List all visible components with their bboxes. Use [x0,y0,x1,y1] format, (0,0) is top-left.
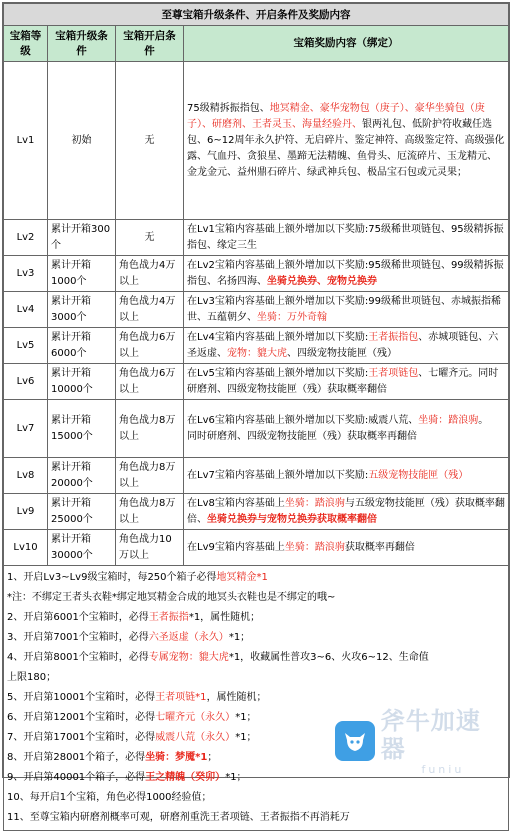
text-segment: *1，收藏属性普攻3~6、火攻6~12、生命值 [228,652,429,663]
table-row [4,494,509,530]
text-segment: 7、开启第17001个宝箱时，必得 [7,732,156,743]
table-header-row [4,26,509,62]
text-segment: 5、开启第10001个宝箱时，必得 [7,692,156,703]
table-row [4,364,509,400]
text-segment: ，属性随机； [206,692,267,703]
note-line [7,628,505,648]
cell-upgrade: 累计开箱20000个 [48,458,116,494]
text-segment: 在Lv8宝箱内容基础上 [187,497,285,509]
cell-level: Lv1 [4,62,48,220]
cell-level: Lv4 [4,292,48,328]
cell-upgrade: 累计开箱15000个 [48,400,116,458]
text-segment: 在Lv6宝箱内容基础上额外增加以下奖励:威震八荒、 [187,414,419,426]
cell-upgrade: 累计开箱1000个 [48,256,116,292]
table-title-row [4,4,509,26]
text-segment: 在Lv7宝箱内容基础上额外增加以下奖励: [187,469,369,481]
text-segment: *注：不绑定王者头衣鞋*绑定地冥精金合成的地冥头衣鞋也是不绑定的哦~ [7,592,336,603]
text-segment: 4、开启第8001个宝箱时，必得 [7,652,149,663]
text-segment: 宠物：貔大虎 [227,347,287,359]
text-segment: 同时研磨剂、四级宠物技能匣（残）获取概率再翻倍 [187,430,417,442]
text-segment: 75级精拆振指包、 [187,102,270,114]
cell-level: Lv7 [4,400,48,458]
text-segment: 9、开启第40001个箱子，必得 [7,772,146,783]
cell-open: 角色战力4万以上 [116,292,184,328]
reward-sheet [2,2,510,823]
cell-open: 无 [116,220,184,256]
header-level: 宝箱等级 [4,26,48,62]
text-segment: *1； [235,732,257,743]
table-row [4,292,509,328]
cell-open: 角色战力10万以上 [116,530,184,566]
note-line [7,568,505,588]
text-segment: 1、开启Lv3~Lv9级宝箱时，每250个箱子必得 [7,572,217,583]
text-segment: 2、开启第6001个宝箱时，必得 [7,612,149,623]
cell-upgrade: 累计开箱300个 [48,220,116,256]
text-segment: 地冥精金*1 [216,572,268,583]
text-segment: 11、至尊宝箱内研磨剂概率可观，研磨剂重洗王者项链、王者振指不再消耗万 [7,812,350,823]
note-line [7,648,505,668]
text-segment: 在Lv9宝箱内容基础上 [187,541,285,553]
cell-open: 角色战力8万以上 [116,400,184,458]
cell-reward [184,62,509,220]
text-segment: 在Lv5宝箱内容基础上额外增加以下奖励: [187,367,369,379]
cell-level: Lv2 [4,220,48,256]
text-segment: 。 [478,414,489,426]
notes-row [4,566,509,831]
cell-open: 角色战力4万以上 [116,256,184,292]
cell-upgrade: 累计开箱3000个 [48,292,116,328]
text-segment: *1，属性随机； [188,612,261,623]
cell-level: Lv6 [4,364,48,400]
cell-level: Lv3 [4,256,48,292]
cell-reward [184,364,509,400]
text-segment: 坐骑兑换券、宠物兑换券 [267,275,377,287]
text-segment: 在Lv4宝箱内容基础上额外增加以下奖励: [187,331,369,343]
table-row [4,328,509,364]
text-segment: 银两礼包、低阶护符收藏任选包、6~12周年永久护符、无启碎片、鉴定神符、高级鉴定符、高级强化露、气血丹、贪狼星、墨蹄无法精魄、鱼骨头、厄流碎片、玉龙精元、金龙金元、益州鼎石碎片、绿武神兵包、极品宝石包或元灵果； [187,118,505,178]
text-segment: 坐骑：梦魇*1 [145,752,208,763]
text-segment: 五级宠物技能匣（残） [368,469,469,481]
cell-upgrade: 累计开箱6000个 [48,328,116,364]
header-open: 宝箱开启条件 [116,26,184,62]
cell-level: Lv9 [4,494,48,530]
text-segment: 与五级宠物技能匣（残）获取概率翻倍、 [187,497,505,525]
cell-open: 角色战力6万以上 [116,364,184,400]
note-line [7,808,505,828]
text-segment: 专属宠物：貔大虎 [148,652,229,663]
table-row [4,62,509,220]
table-row [4,256,509,292]
table-title: 至尊宝箱升级条件、开启条件及奖励内容 [4,4,509,26]
note-line [7,588,505,608]
cell-upgrade: 累计开箱30000个 [48,530,116,566]
text-segment: 坐骑兑换券与宠物兑换券获取概率翻倍 [207,513,377,525]
note-line [7,608,505,628]
text-segment: 10、每开启1个宝箱，角色必得1000经验值； [7,792,212,803]
watermark-domain: funiu [421,762,465,776]
text-segment: *1； [228,632,251,643]
table-row [4,220,509,256]
text-segment: 坐骑：踏浪驹 [418,414,479,426]
text-segment: 8、开启第28001个箱子，必得 [7,752,146,763]
text-segment: 王者振指 [148,612,189,623]
cell-reward [184,292,509,328]
text-segment: 王之精魄（癸卯） [145,772,226,783]
cell-reward [184,400,509,458]
table-row [4,458,509,494]
watermark [335,706,505,776]
cell-level: Lv10 [4,530,48,566]
text-segment: 六圣返虚（永久） [148,632,229,643]
text-segment: 、七曜齐元。同时研磨剂、四级宠物技能匣（残）获取概率翻倍 [187,367,499,395]
table-row [4,400,509,458]
cell-reward [184,458,509,494]
text-segment: 3、开启第7001个宝箱时，必得 [7,632,149,643]
note-line [7,668,505,688]
cell-reward [184,328,509,364]
text-segment: 王者项链包 [368,367,419,379]
cow-head-logo-icon [335,721,375,761]
text-segment: 王者振指包 [368,331,419,343]
cell-reward [184,256,509,292]
text-segment: 坐骑：踏浪驹 [284,541,345,553]
cell-reward [184,494,509,530]
cell-level: Lv5 [4,328,48,364]
text-segment: 6、开启第12001个宝箱时，必得 [7,712,156,723]
text-segment: ； [207,752,218,763]
cell-open: 无 [116,62,184,220]
cell-level: Lv8 [4,458,48,494]
text-segment: 在Lv2宝箱内容基础上额外增加以下奖励:95级稀世项链包、99级精拆振指包、名扬四海、 [187,259,504,287]
text-segment: 获取概率再翻倍 [344,541,415,553]
cell-upgrade: 累计开箱10000个 [48,364,116,400]
cell-reward [184,220,509,256]
table-row [4,530,509,566]
text-segment: 地冥精金、豪华宠物包（庚子）、豪华坐骑包（庚子）、研磨剂、王者灵玉、海量经验丹、 [187,102,485,130]
text-segment: 坐骑：踏浪驹 [284,497,345,509]
text-segment: 、四级宠物技能匣（残） [287,347,397,359]
watermark-name: 斧牛加速器 [380,706,481,763]
text-segment: 在Lv1宝箱内容基础上额外增加以下奖励:75级稀世项链包、95级精拆振指包、缘定三生 [187,223,504,251]
text-segment: *1； [235,712,257,723]
notes-cell [4,566,509,831]
text-segment: 上限180； [7,672,57,683]
cell-upgrade: 累计开箱25000个 [48,494,116,530]
cell-upgrade: 初始 [48,62,116,220]
text-segment: 、赤城项链包、六圣返虚、 [187,331,499,359]
text-segment: 威震八荒（永久） [155,732,236,743]
cell-open: 角色战力8万以上 [116,494,184,530]
text-segment: 王者项链*1 [155,692,207,703]
header-upgrade: 宝箱升级条件 [48,26,116,62]
header-reward: 宝箱奖励内容（绑定） [184,26,509,62]
note-line [7,788,505,808]
cell-open: 角色战力6万以上 [116,328,184,364]
cell-open: 角色战力8万以上 [116,458,184,494]
text-segment: 坐骑：万外奇翰 [257,311,327,323]
note-line [7,688,505,708]
text-segment: *1； [225,772,247,783]
text-segment: 七曜齐元（永久） [155,712,236,723]
text-segment: 在Lv3宝箱内容基础上额外增加以下奖励:99级稀世项链包、赤城振指稀世、五蕴朝夕、 [187,295,501,323]
cell-reward [184,530,509,566]
